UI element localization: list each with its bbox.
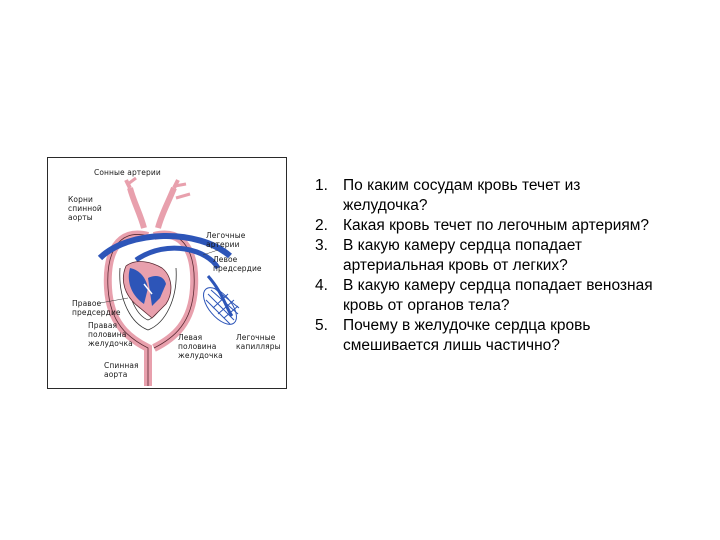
label-left-atrium: Левое предсердие: [213, 255, 262, 273]
question-number: 5.: [315, 317, 328, 334]
question-text: Какая кровь течет по легочным артериям?: [343, 217, 650, 234]
label-right-ventricle: Правая половина желудочка: [88, 321, 133, 348]
question-number: 4.: [315, 277, 328, 294]
label-lung-capillaries: Легочные капилляры: [236, 333, 281, 351]
question-number: 2.: [315, 217, 328, 234]
question-text: Почему в желудочке сердца кровь смешивается лишь частично?: [343, 317, 591, 354]
lung-capillaries: [197, 282, 242, 330]
question-text: По каким сосудам кровь течет из желудочка?: [343, 177, 581, 214]
label-dorsal-aorta: Спинная аорта: [104, 361, 139, 379]
question-number: 1.: [315, 177, 328, 194]
label-carotid-arteries: Сонные артерии: [94, 168, 161, 177]
carotid-arteries: [126, 178, 190, 228]
label-left-ventricle: Левая половина желудочка: [178, 333, 223, 360]
question-item: [315, 216, 660, 236]
label-aorta-roots: Корни спинной аорты: [68, 195, 102, 222]
question-number: 3.: [315, 237, 328, 254]
circulation-diagram: [47, 157, 287, 389]
label-pulmonary-arteries: Легочные артерии: [206, 231, 246, 249]
question-list: [315, 176, 660, 356]
question-text: В какую камеру сердца попадает венозная кровь от органов тела?: [343, 277, 653, 314]
question-item: [315, 316, 660, 356]
label-right-atrium: Правое предсердие: [72, 299, 121, 317]
question-item: [315, 276, 660, 316]
question-item: [315, 176, 660, 216]
heart: [123, 262, 171, 318]
question-item: [315, 236, 660, 276]
circulation-illustration: [48, 158, 286, 388]
question-text: В какую камеру сердца попадает артериальная кровь от легких?: [343, 237, 582, 274]
